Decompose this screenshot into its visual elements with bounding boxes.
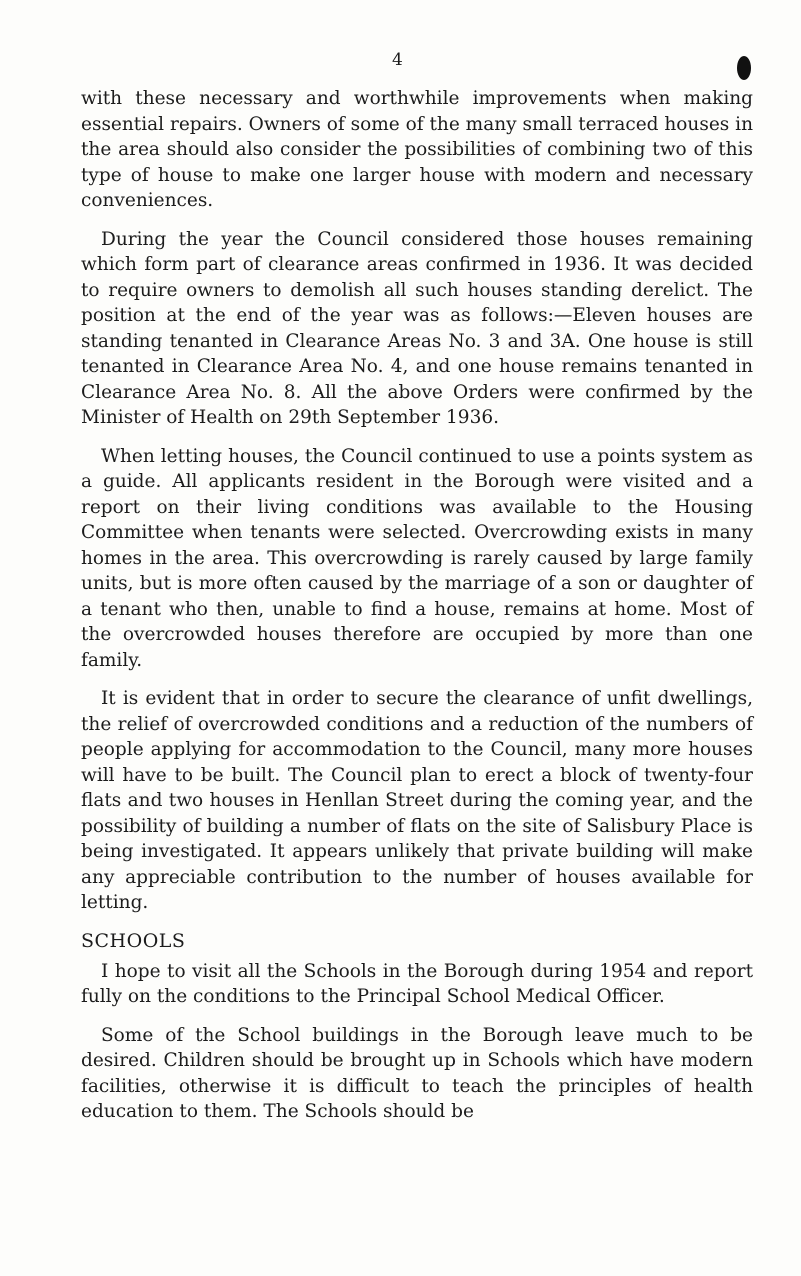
page-number: 4	[392, 50, 403, 70]
paragraph-improvements: with these necessary and worthwhile improvements when making essential repairs. Owners of some of the many small terraced houses in the area should also consider the possibilities of combining two of this type of house to make one larger house with modern and necessary conveniences.	[81, 88, 753, 211]
paragraph-letting-houses: When letting houses, the Council continued to use a points system as a guide. All applicants resident in the Borough were visited and a report on their living conditions was available to the Housing Committee when tenants were selected. Overcrowding exists in many homes in the area. This overcrowding is rarely caused by large family units, but is more often caused by the marriage of a son or daughter of a tenant who then, unable to find a house, remains at home. Most of the overcrowded houses therefore are occupied by more than one family.	[81, 445, 753, 671]
paragraph-building-plans: It is evident that in order to secure the clearance of unfit dwellings, the relief of overcrowded conditions and a reduction of the numbers of people applying for accommodation to the Council, many more houses will have to be built. The Council plan to erect a block of twenty-four flats and two houses in Henllan Street during the coming year, and the possibility of building a number of flats on the site of Salisbury Place is being investigated. It appears unlikely that private building will make any appreciable contribution to the number of houses available for letting.	[81, 688, 753, 913]
paragraph-clearance-areas: During the year the Council considered those houses remaining which form part of clearance areas confirmed in 1936. It was decided to require owners to demolish all such houses standing derelict. The position at the end of the year was as follows:—Eleven houses are standing tenanted in Clearance Areas No. 3 and 3A. One house is still tenanted in Clearance Area No. 4, and one house remains tenanted in Clearance Area No. 8. All the above Orders were confirmed by the Minister of Health on 29th September 1936.	[81, 228, 753, 428]
punch-hole-mark	[737, 56, 751, 80]
paragraph-school-buildings: Some of the School buildings in the Borough leave much to be desired. Children should be brought up in Schools which have modern facilities, otherwise it is difficult to teach the principles of health education to them. The Schools should be	[81, 1024, 753, 1122]
document-body	[81, 86, 753, 1138]
paragraph-school-visits: I hope to visit all the Schools in the Borough during 1954 and report fully on the conditions to the Principal School Medical Officer.	[81, 960, 753, 1007]
section-heading-schools: SCHOOLS	[81, 929, 186, 952]
